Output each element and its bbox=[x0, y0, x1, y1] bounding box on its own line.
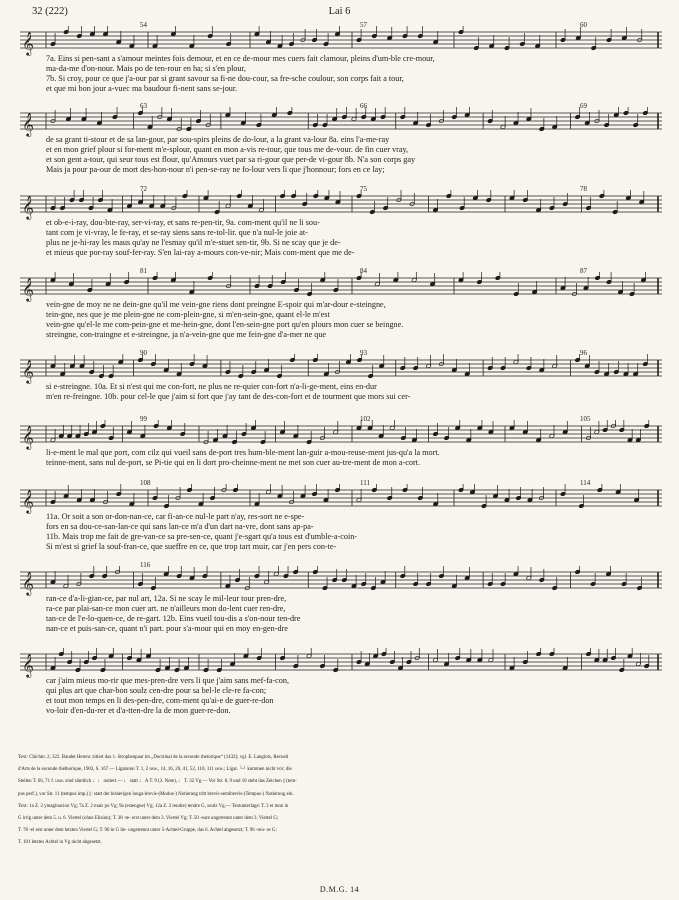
lyric-line: fors en sa dou-ce-san-lan-ce qui sans lan-ce m'a d'un dart na-vre, dont sans ap-pa- bbox=[46, 522, 314, 531]
lyric-line: tant com je vi-vray, le fe-ray, et se-ray siens sans re-tol-lir. que n'a nul-le joie at- bbox=[46, 228, 308, 237]
music-system bbox=[20, 185, 662, 257]
measure-number: 72 bbox=[140, 185, 147, 193]
measure-number: 69 bbox=[580, 102, 587, 110]
measure-number: 105 bbox=[580, 415, 591, 423]
lyric-line: m'en re-freingne. 10b. pour cel-le que j'aim si fort que j'ay tant de des-con-fort et de tourment que mors sui cer- bbox=[46, 392, 411, 401]
measure-number: 57 bbox=[360, 21, 367, 29]
treble-clef-icon: 𝄞 bbox=[22, 571, 34, 595]
note-line: pus perf.), vor Str. 11 (tempus imp.) ||: statt der bisherigen longa-brevis-(Modus-) Notierung tritt brevis-semibrevis-(Tempus-) Notierung ein. bbox=[18, 791, 294, 797]
staff bbox=[20, 107, 662, 137]
note-line: d'Arts de la seconde rhéthorique, 1902, S. 167.— Ligaturen T. 1, 2 usw., 14, 16, 20, 41, 52, 110, 111 usw.; Ligat. └┘ kommen nicht vor; die bbox=[18, 767, 292, 773]
staff bbox=[20, 566, 662, 596]
lyric-line: teinne-ment, sans nul de-port, se Pi-tie qui en li dort pro-cheinne-ment ne met son cuer au-tre-ment de mon a-cort. bbox=[46, 458, 421, 467]
treble-clef-icon: 𝄞 bbox=[22, 277, 34, 301]
measure-number: 116 bbox=[140, 561, 151, 569]
staff bbox=[20, 190, 662, 220]
note-line: Text: 1a Z. 2 ymaginacion Vg; 7a Z. 2 mais po Vg; 9a (estengne) Vg; 12a Z. 2 rendre) tendre G, soulz Vg.— Textunterlage: T. 3 et mon in bbox=[18, 803, 289, 809]
lyric-line: et son gent a-tour, qui seur tous est flour, qu'Amours vuet par sa ri-gour que per-de vi-gour 8b. N'a son corps gay bbox=[46, 155, 416, 164]
lyric-line: si e-streingne. 10a. Et si n'est qui me con-fort, ne plus ne re-quier con-fort n'a-li-ge-ment, eins en-dur bbox=[46, 382, 377, 391]
lyric-line: car j'aim mieus mo-rir que mes-pren-dre vers li que j'aim sans mef-fa-con, bbox=[46, 676, 290, 685]
lyric-line: qui plus art que char-bon soulz cen-dre pour sa bel-le cle-re fa-con; bbox=[46, 686, 267, 695]
lyric-line: li-e-ment le mal que port, com cilz qui vueil sans de-port tres hum-ble-ment lan-guir a-mou-reuse-ment jus-qu'a la mort. bbox=[46, 448, 440, 457]
treble-clef-icon: 𝄞 bbox=[22, 653, 34, 677]
measure-number: 63 bbox=[140, 102, 147, 110]
lyric-line: et tout mon temps en li des-pen-dre, com-ment qu'ai-e de guer-re-don bbox=[46, 696, 274, 705]
lyric-line: et mieus que por-ray souf-fer-ray. S'en lai-ray a-mours con-ve-nir; Mais com-ment que me de- bbox=[46, 248, 355, 257]
lyric-line: 7a. Eins si pen-sant a s'amour meintes fois demour, et en ce de-mour mes cuers fait clamour, pleins d'um-ble cre-mour, bbox=[46, 54, 435, 63]
lyric-line: streingne, con-traingne et e-streingne, ja n'a-vein-gne que me fein-gne d'a-mer ne que bbox=[46, 330, 327, 339]
staff bbox=[20, 648, 662, 678]
measure-number: 60 bbox=[580, 21, 587, 29]
measure-number: 114 bbox=[580, 479, 591, 487]
staff bbox=[20, 272, 662, 302]
lyric-line: 11a. Or soit a son or-don-nan-ce, car fi-an-ce nul-le part n'ay, res-sort ne e-spe- bbox=[46, 512, 305, 521]
lyric-line: et que mi bon jour a-vuec ma baudour fi-nent sans se-jour. bbox=[46, 84, 238, 93]
music-system bbox=[20, 561, 662, 633]
treble-clef-icon: 𝄞 bbox=[22, 425, 34, 449]
critical-notes bbox=[0, 752, 679, 850]
page-footer: D.M.G. 14 bbox=[319, 885, 360, 894]
music-system bbox=[20, 267, 662, 339]
lyric-line: tan-ce de l'e-lo-quen-ce, de re-gart. 12b. Eins vueil tou-dis a s'on-nour ten-dre bbox=[46, 614, 301, 623]
measure-number: 87 bbox=[580, 267, 587, 275]
measure-number: 108 bbox=[140, 479, 151, 487]
lyric-line: tein-gne, nes que je me plein-gne ne com-plein-gne, si m'en-sein-gne, quant el-le m'est bbox=[46, 310, 330, 319]
music-system bbox=[20, 349, 662, 416]
lyric-line: nan-ce et puis-san-ce, quant n'i part. pour s'a-mour qui en moy en-gen-dre bbox=[46, 624, 288, 633]
page-title: Lai 6 bbox=[328, 6, 351, 17]
treble-clef-icon: 𝄞 bbox=[22, 112, 34, 136]
measure-number: 93 bbox=[360, 349, 367, 357]
page-header bbox=[0, 6, 679, 20]
note-line: T. 78 -el erst unter dem letzten Viertel G; T. 90 in G lie- ungetrennt unter 5-Achtel-Gruppe, das 6. Achtel abgesetzt; T. 96 -reu- se G; bbox=[18, 828, 277, 834]
note-line: T. 101 letztes Achtel in Vg nicht abgesetzt. bbox=[18, 840, 102, 846]
measure-number: 81 bbox=[140, 267, 147, 275]
treble-clef-icon: 𝄞 bbox=[22, 489, 34, 513]
measure-number: 84 bbox=[360, 267, 367, 275]
measure-number: 75 bbox=[360, 185, 367, 193]
lyric-line: ra-ce par plai-san-ce mon cuer art. ne n'ailleurs mon do-lent cuer ren-dre, bbox=[46, 604, 286, 613]
measure-number: 66 bbox=[360, 102, 367, 110]
measure-number: 111 bbox=[360, 479, 370, 487]
lyric-line: vein-gne qu'el-le me com-pein-gne et me-hein-gne, dont l'en-sein-gne port qu'en plours mon cuer se beingne. bbox=[46, 320, 404, 329]
lyric-line: vein-gne de moy ne ne dein-gne qu'il me vein-gne riens dont preingne E-spoir qui m'ar-dour e-steingne, bbox=[46, 300, 386, 309]
lyric-line: et en mon grief plour si for-ment m'e-splour, quant en mon a-vis re-tour, que tous me de-vour. de fin cuer vray, bbox=[46, 145, 409, 154]
music-system bbox=[20, 648, 662, 715]
treble-clef-icon: 𝄞 bbox=[22, 195, 34, 219]
lyric-line: Si m'est si grief la souf-fran-ce, que sueffre en ce, que trop tart muir, car j'en pers con-te- bbox=[46, 542, 337, 551]
staff bbox=[20, 26, 662, 56]
note-line: G irrig unter dem 5. u. 6. Viertel (ohne Elision); T. 38 -te- erst unter dem 3. Viertel Vg; T. 50 -sure ungetrennt unter dem 3. Viertel G; bbox=[18, 816, 279, 822]
lyric-line: de sa grant ti-stour et de sa lan-gour, par sou-spirs pleins de do-lour, a la grant va-lour 8a. eins l'a-me-ray bbox=[46, 135, 390, 144]
lyric-line: vo-loir d'en-du-rer et d'a-tten-dre la de mon guer-re-don. bbox=[46, 706, 231, 715]
note-line: Text: Chichm. 2, 322. Baudet Herenc zitiert das 1. Strophenpaar im „Doctrinal de la seconde rhetorique“ (1432); vgl. E. Langlois, Recueil bbox=[18, 755, 289, 760]
lyric-line: Mais ja pour pa-our de mort des-hon-nour n'i pen-se-ray ne fo-lour vers li que j'honnour; fors en ce lay; bbox=[46, 165, 385, 174]
treble-clef-icon: 𝄞 bbox=[22, 31, 34, 55]
staff bbox=[20, 354, 662, 384]
music-system bbox=[20, 479, 662, 551]
music-system bbox=[20, 415, 662, 482]
treble-clef-icon: 𝄞 bbox=[22, 359, 34, 383]
staff bbox=[20, 484, 662, 514]
measure-number: 54 bbox=[140, 21, 147, 29]
lyric-line: ma-da-me d'on-nour. Mais po de ten-rour en ha; si s'en plour, bbox=[46, 64, 246, 73]
measure-number: 96 bbox=[580, 349, 587, 357]
lyric-line: 7b. Si croy, pour ce que j'a-our par si grant savour sa fi-ne dou-cour, sa fre-sche coulour, son corps fait a tour, bbox=[46, 74, 404, 83]
measure-number: 102 bbox=[360, 415, 371, 423]
music-system bbox=[20, 102, 662, 174]
page-number: 32 (222) bbox=[32, 6, 68, 17]
staff bbox=[20, 420, 662, 450]
lyric-line: ran-ce d'a-li-gian-ce, par nul art, 12a. Si ne scay le mil-leur tour pren-dre, bbox=[46, 594, 287, 603]
note-line: Stellen T. 66, 71 f. usw. sind sämtlich ♩♩ notiert.— ♩ statt ♩ A T. 9 (3. Note), ♩ T. 32 Vg.— Vor Str. 8, 9 und 10 steht das Zeichen || (tem- bbox=[18, 779, 297, 785]
measure-number: 78 bbox=[580, 185, 587, 193]
music-system bbox=[20, 21, 662, 93]
lyric-line: 11b. Mais trop me fait de gre-van-ce sa pre-sen-ce, quant j'e-sgart qu'a tous est d'umble-a-coin- bbox=[46, 532, 358, 541]
lyric-line: et ob-e-i-ray, dou-bte-ray, ser-vi-ray, et sans re-pen-tir, 9a. com-ment qu'il ne li sou- bbox=[46, 218, 320, 227]
measure-number: 90 bbox=[140, 349, 147, 357]
measure-number: 99 bbox=[140, 415, 147, 423]
lyric-line: plus ne je-hi-ray les maus qu'ay ne l'esmay qu'il m'e-stuet sen-tir, 9b. Si ne scay que je de- bbox=[46, 238, 341, 247]
